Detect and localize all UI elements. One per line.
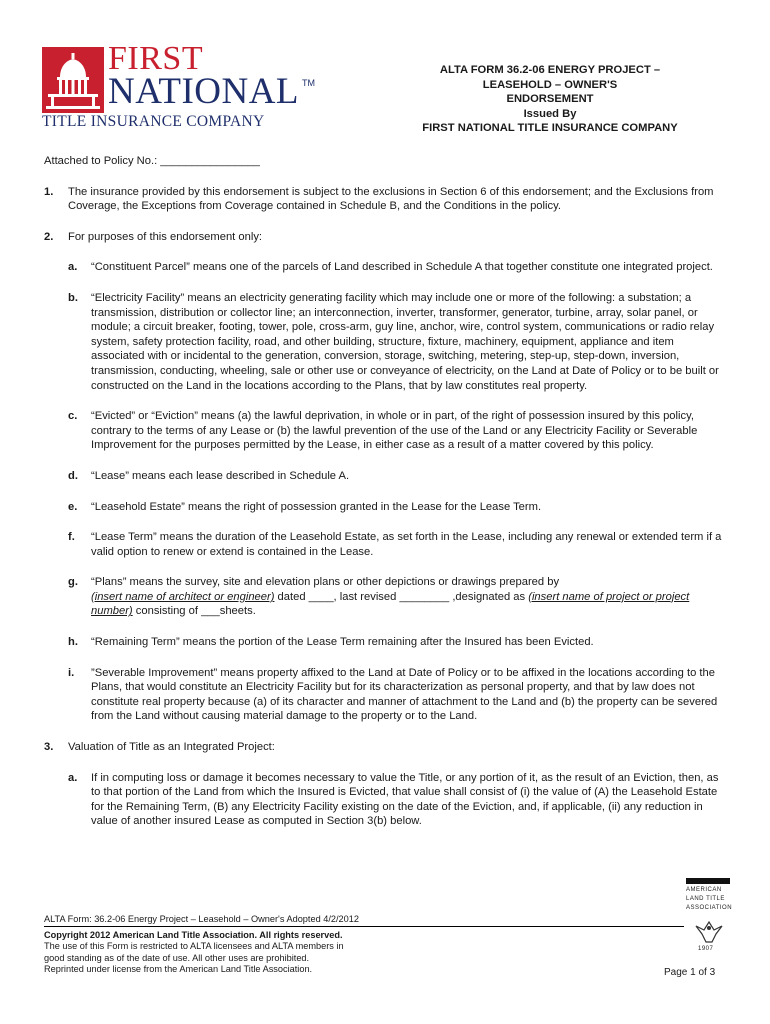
definition-i [44, 666, 724, 724]
definition-letter: i. [68, 666, 75, 679]
definition-text: “Leasehold Estate” means the right of possession granted in the Lease for the Lease Term. [91, 500, 542, 513]
header-line-3: ENDORSEMENT [506, 93, 594, 106]
definition-c [44, 409, 724, 453]
section-3 [44, 740, 724, 829]
alta-logo-line-1: AMERICAN [686, 887, 722, 893]
alta-logo-line-2: LAND TITLE [686, 896, 725, 902]
copyright-text: Copyright 2012 American Land Title Association. All rights reserved. [44, 930, 343, 940]
alta-logo-bar [686, 878, 730, 884]
definitions-list [68, 260, 724, 724]
definition-letter: c. [68, 410, 78, 423]
definition-g [44, 575, 724, 619]
company-logo [40, 42, 320, 132]
section-text: The insurance provided by this endorsement is subject to the exclusions in Section 6 of this endorsement; and the Exclusions from Coverage, the Exceptions from Coverage contained in Schedule B, and the Conditions in the policy. [68, 185, 714, 213]
logo-first-text: FIRST [108, 40, 204, 77]
section-2 [44, 230, 724, 724]
alta-logo-line-3: ASSOCIATION [686, 905, 733, 911]
logo-subtitle: TITLE INSURANCE COMPANY [42, 113, 265, 130]
header-line-5: FIRST NATIONAL TITLE INSURANCE COMPANY [422, 122, 678, 135]
plans-text-1: “Plans” means the survey, site and elevation plans or other depictions or drawings prepared by [91, 576, 560, 589]
reprint-notice: Reprinted under license from the American Land Title Association. [44, 964, 313, 975]
attached-policy-line: Attached to Policy No.: ________________ [44, 155, 260, 167]
definition-letter: d. [68, 469, 78, 482]
definition-letter: f. [68, 531, 75, 544]
section-number: 2. [44, 230, 54, 243]
page-number: Page 1 of 3 [664, 967, 716, 978]
use-restriction-2: good standing as of the date of use. All other uses are prohibited. [44, 952, 310, 963]
alta-logo [686, 878, 732, 973]
definition-text: “Constituent Parcel” means one of the parcels of Land described in Schedule A that together constitute one integrated project. [91, 261, 713, 274]
footer-form-id: ALTA Form: 36.2-06 Energy Project – Leasehold – Owner's Adopted 4/2/2012 [44, 914, 359, 924]
section-number: 3. [44, 741, 54, 754]
definition-letter: h. [68, 636, 78, 649]
definition-text: “Electricity Facility” means an electricity generating facility which may include one or more of the following: a substation; a transmission, distribution or collector line; an interconnection, inverter, transformer, generator, turbine, array, solar panel, or module; a circuit breaker, footing, tower, pole, cross-arm, guy line, anchor, wire, control system, communications or radio relay system, safety protection facility, road, and other building, structure, fixture, machinery, equipment, appliance and item associated with or incidental to the generation, conversion, storage, switching, metering, step-up, step-down, inversion, transmission, conducting, wheeling, sale or other use or conveyance of electricity, on the Land at Date of Policy or to be built or constructed on the Land in the locations according to the Plans, that by law constitutes real property. [91, 291, 719, 392]
definition-text: “Lease Term” means the duration of the Leasehold Estate, as set forth in the Lease, including any renewal or extended term if a valid option to renew or extend is contained in the Lease. [91, 531, 722, 558]
logo-national-text: NATIONAL [108, 71, 300, 112]
definition-a [44, 260, 724, 275]
definition-letter: g. [68, 576, 78, 589]
header-line-4: Issued By [523, 107, 577, 120]
alta-logo-year: 1907 [698, 946, 714, 952]
definition-text [91, 575, 724, 619]
definition-letter: a. [68, 261, 78, 274]
valuation-a [44, 771, 724, 829]
architect-fill-in: (insert name of architect or engineer) [91, 590, 275, 603]
form-header [385, 63, 715, 136]
definition-text: “Remaining Term” means the portion of the Lease Term remaining after the Insured has been Evicted. [91, 636, 594, 649]
definition-text: “Evicted” or “Eviction” means (a) the lawful deprivation, in whole or in part, of the right of possession insured by this policy, contrary to the terms of any Lease or (b) the lawful prevention of the use of the Land or any Electricity Facility or Severable Improvement for the purposes permitted by the Lease, in either case as a result of a matter covered by this policy. [91, 410, 698, 452]
definition-d [44, 469, 724, 484]
section-1 [44, 185, 724, 214]
trademark-mark: TM [302, 78, 315, 88]
definition-text: ”Severable Improvement” means property affixed to the Land at Date of Policy or to be affixed in the locations according to the Plans, that would constitute an Electricity Facility but for its characterization as personal property, and that by law does not constitute real property because (a) of its character and manner of attachment to the Land and (b) the property can be severed from the Land without causing material damage to the property or to the Land. [91, 666, 718, 723]
footer-divider [44, 926, 684, 927]
section-number: 1. [44, 185, 54, 198]
header-line-1: ALTA FORM 36.2-06 ENERGY PROJECT – [439, 64, 661, 76]
definition-text: “Lease” means each lease described in Schedule A. [91, 469, 350, 482]
plans-text-3: consisting of ___sheets. [132, 605, 256, 618]
definition-f [44, 530, 724, 559]
valuation-letter: a. [68, 771, 78, 784]
capitol-dome-icon [42, 47, 104, 113]
definition-letter: b. [68, 291, 78, 304]
plans-text-2: dated ____, last revised ________ ,designated as [274, 590, 529, 603]
definition-h [44, 635, 724, 650]
valuation-text: If in computing loss or damage it becomes necessary to value the Title, or any portion of it, as the result of an Eviction, then, as to that portion of the Land from which the Insured is Evicted, that value shall consist of (i) the value of (A) the Leasehold Estate for the Remaining Term, (B) any Electricity Facility existing on the date of the Eviction, and, if applicable, (ii) any reduction in value of another insured Lease as computed in Section 3(b) below. [91, 771, 719, 828]
use-restriction-1: The use of this Form is restricted to ALTA licensees and ALTA members in [44, 941, 344, 952]
document-body [44, 154, 724, 845]
eagle-emblem-icon [694, 918, 724, 944]
section-text: Valuation of Title as an Integrated Project: [68, 741, 275, 754]
section-text: For purposes of this endorsement only: [68, 230, 263, 243]
definition-letter: e. [68, 500, 78, 513]
valuation-list [68, 771, 724, 829]
definition-b [44, 291, 724, 393]
definition-e [44, 500, 724, 515]
header-line-2: LEASEHOLD – OWNER'S [482, 78, 618, 91]
project-fill-in: (insert name of project or project number) [91, 590, 690, 618]
footer-copyright-block [44, 930, 444, 976]
